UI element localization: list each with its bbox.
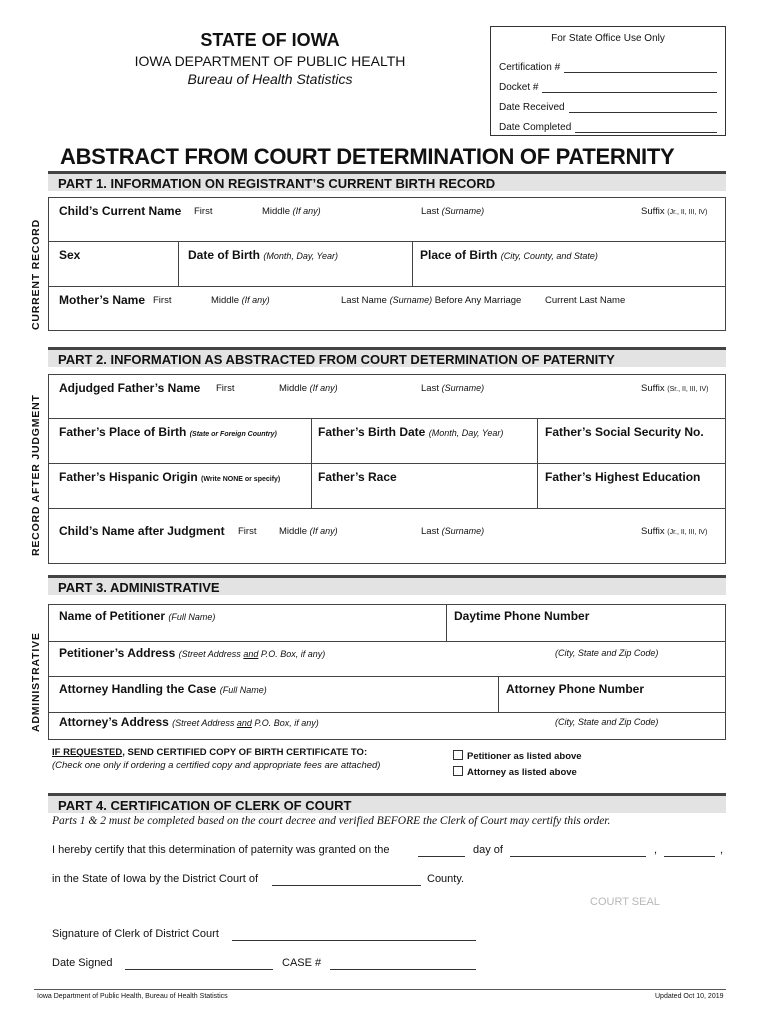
father-pob-format: (State or Foreign Country) bbox=[189, 431, 277, 438]
date-received-field[interactable] bbox=[569, 103, 717, 113]
petitioner-address-row[interactable] bbox=[49, 642, 725, 677]
state-title: STATE OF IOWA bbox=[200, 30, 340, 50]
attorney-label: Attorney Handling the Case bbox=[59, 682, 217, 696]
footer-left: Iowa Department of Public Health, Bureau of Health Statistics bbox=[37, 993, 228, 1000]
petitioner-checkbox[interactable] bbox=[453, 750, 463, 760]
father-if-any: (If any) bbox=[309, 383, 338, 393]
suffix-options: (Jr., II, III, IV) bbox=[667, 209, 708, 216]
sex-label: Sex bbox=[59, 248, 81, 262]
date-received-label: Date Received bbox=[499, 102, 565, 113]
mother-before-marriage: Before Any Marriage bbox=[434, 295, 522, 306]
date-completed-field[interactable] bbox=[575, 123, 717, 133]
mother-middle-label: Middle bbox=[211, 295, 239, 306]
certification-field[interactable] bbox=[564, 63, 717, 73]
court-seal: COURT SEAL bbox=[590, 896, 660, 908]
child-after-surname: (Surname) bbox=[441, 526, 485, 536]
attorney-checkbox[interactable] bbox=[453, 766, 463, 776]
father-pob-field[interactable] bbox=[49, 419, 312, 463]
office-use-box bbox=[490, 26, 726, 136]
attorney-address-format-b: P.O. Box, if any) bbox=[254, 718, 319, 728]
send-copy-label: , SEND CERTIFIED COPY OF BIRTH CERTIFICATE TO: bbox=[122, 747, 368, 758]
father-origin-row bbox=[49, 464, 725, 509]
option-attorney[interactable] bbox=[453, 766, 577, 778]
comma-1: , bbox=[654, 844, 658, 856]
part4-instruction: Parts 1 & 2 must be completed based on the court decree and verified BEFORE the Clerk of Court may certify this order. bbox=[52, 815, 611, 827]
attorney-name-field[interactable] bbox=[49, 677, 499, 712]
pob-format: (City, County, and State) bbox=[500, 251, 598, 261]
father-last-label: Last bbox=[421, 383, 439, 394]
petitioner-address-label: Petitioner’s Address bbox=[59, 646, 176, 660]
bureau-name: Bureau of Health Statistics bbox=[187, 71, 353, 87]
mother-if-any: (If any) bbox=[241, 295, 270, 305]
pob-field[interactable] bbox=[413, 242, 725, 286]
father-dob-label: Father’s Birth Date bbox=[318, 425, 426, 439]
child-after-first: First bbox=[238, 526, 257, 537]
certify-line bbox=[52, 844, 390, 856]
mother-surname: (Surname) bbox=[389, 295, 433, 305]
department-name: IOWA DEPARTMENT OF PUBLIC HEALTH bbox=[134, 53, 406, 69]
attorney-phone-label: Attorney Phone Number bbox=[506, 682, 645, 696]
petitioner-name-label: Name of Petitioner bbox=[59, 609, 166, 623]
father-ssn-label: Father’s Social Security No. bbox=[545, 425, 704, 439]
father-dob-field[interactable] bbox=[312, 419, 538, 463]
suffix-label: Suffix bbox=[641, 206, 665, 217]
part1-box bbox=[48, 197, 726, 331]
address-and: and bbox=[243, 649, 259, 659]
record-after-judgment-label: RECORD AFTER JUDGMENT bbox=[30, 394, 42, 556]
attorney-full-name: (Full Name) bbox=[219, 685, 267, 695]
middle-label: Middle bbox=[262, 206, 290, 217]
dob-format: (Month, Day, Year) bbox=[263, 251, 339, 261]
mother-current-last: Current Last Name bbox=[545, 295, 626, 306]
father-pob-label: Father’s Place of Birth bbox=[59, 425, 187, 439]
date-signed-field[interactable] bbox=[125, 958, 273, 970]
father-name-label: Adjudged Father’s Name bbox=[59, 381, 201, 395]
father-hispanic-format: (Write NONE or specify) bbox=[201, 476, 281, 483]
father-education-label: Father’s Highest Education bbox=[545, 470, 701, 484]
attorney-address-label: Attorney’s Address bbox=[59, 715, 169, 729]
father-ssn-field[interactable] bbox=[538, 419, 725, 463]
mother-last-label: Last Name bbox=[341, 295, 387, 306]
certify-text: I hereby certify that this determination of paternity was granted on the bbox=[52, 844, 390, 856]
if-requested-line bbox=[52, 747, 367, 758]
father-suffix-options: (Sr., II, III, IV) bbox=[667, 386, 709, 393]
part3-box bbox=[48, 604, 726, 740]
child-after-suffix: Suffix bbox=[641, 526, 665, 537]
signature-label: Signature of Clerk of District Court bbox=[52, 928, 219, 940]
father-hispanic-label: Father’s Hispanic Origin bbox=[59, 470, 198, 484]
if-requested-label: IF REQUESTED bbox=[52, 747, 123, 758]
child-after-if-any: (If any) bbox=[309, 526, 338, 536]
father-dob-format: (Month, Day, Year) bbox=[428, 428, 504, 438]
day-field[interactable] bbox=[418, 845, 465, 857]
docket-label: Docket # bbox=[499, 82, 539, 93]
mother-name-row[interactable] bbox=[49, 287, 725, 330]
father-race-field[interactable] bbox=[312, 464, 538, 508]
case-field[interactable] bbox=[330, 958, 476, 970]
county-field[interactable] bbox=[272, 874, 421, 886]
first-label: First bbox=[194, 206, 213, 217]
petitioner-name-field[interactable] bbox=[49, 605, 447, 641]
month-field[interactable] bbox=[510, 845, 646, 857]
in-state-text: in the State of Iowa by the District Court of bbox=[52, 873, 259, 885]
sex-field[interactable] bbox=[49, 242, 179, 286]
father-birth-row bbox=[49, 419, 725, 464]
current-record-label: CURRENT RECORD bbox=[30, 219, 42, 330]
attorney-address-format-a: (Street Address bbox=[172, 718, 235, 728]
father-suffix-label: Suffix bbox=[641, 383, 665, 394]
last-label: Last bbox=[421, 206, 439, 217]
part2-heading: PART 2. INFORMATION AS ABSTRACTED FROM COURT DETERMINATION OF PATERNITY bbox=[48, 347, 726, 367]
father-first-label: First bbox=[216, 383, 235, 394]
attorney-phone-field[interactable] bbox=[499, 677, 725, 712]
docket-field[interactable] bbox=[542, 83, 717, 93]
father-surname: (Surname) bbox=[441, 383, 485, 393]
attorney-address-and: and bbox=[236, 718, 252, 728]
father-middle-label: Middle bbox=[279, 383, 307, 394]
option-petitioner-label: Petitioner as listed above bbox=[467, 751, 582, 762]
part1-heading: PART 1. INFORMATION ON REGISTRANT’S CURRENT BIRTH RECORD bbox=[48, 171, 726, 191]
form-title: ABSTRACT FROM COURT DETERMINATION OF PATERNITY bbox=[60, 144, 675, 169]
option-petitioner[interactable] bbox=[453, 750, 582, 762]
daytime-phone-label: Daytime Phone Number bbox=[454, 609, 590, 623]
case-label: CASE # bbox=[282, 957, 322, 969]
sex-dob-row bbox=[49, 242, 725, 287]
office-use-title: For State Office Use Only bbox=[551, 33, 665, 44]
daytime-phone-field[interactable] bbox=[447, 605, 725, 641]
child-name-row[interactable] bbox=[49, 198, 725, 242]
footer-right: Updated Oct 10, 2019 bbox=[655, 993, 724, 1000]
check-note: (Check one only if ordering a certified copy and appropriate fees are attached) bbox=[52, 760, 381, 771]
attorney-row bbox=[49, 677, 725, 713]
father-race-label: Father’s Race bbox=[318, 470, 397, 484]
attorney-city-format: (City, State and Zip Code) bbox=[555, 717, 659, 727]
petitioner-city-format: (City, State and Zip Code) bbox=[555, 648, 659, 658]
mother-first-label: First bbox=[153, 295, 172, 306]
date-completed-label: Date Completed bbox=[499, 122, 572, 133]
address-format-a: (Street Address bbox=[178, 649, 241, 659]
year-field[interactable] bbox=[664, 845, 715, 857]
comma-2: , bbox=[720, 844, 724, 856]
footer-divider bbox=[34, 989, 726, 990]
child-after-label: Child’s Name after Judgment bbox=[59, 524, 225, 538]
certification-label: Certification # bbox=[499, 62, 561, 73]
address-format-b: P.O. Box, if any) bbox=[260, 649, 326, 659]
day-of-label: day of bbox=[473, 844, 503, 856]
child-after-middle: Middle bbox=[279, 526, 307, 537]
option-attorney-label: Attorney as listed above bbox=[467, 767, 577, 778]
attorney-address-row[interactable] bbox=[49, 713, 725, 739]
child-after-suffix-options: (Jr., II, III, IV) bbox=[667, 529, 708, 536]
dob-field[interactable] bbox=[179, 242, 413, 286]
father-hispanic-field[interactable] bbox=[49, 464, 312, 508]
petitioner-full-name: (Full Name) bbox=[168, 612, 216, 622]
child-after-row[interactable] bbox=[49, 509, 725, 563]
petitioner-row bbox=[49, 605, 725, 642]
dob-label: Date of Birth bbox=[188, 248, 260, 262]
mother-name-label: Mother’s Name bbox=[59, 293, 146, 307]
child-name-label: Child’s Current Name bbox=[59, 204, 182, 218]
county-label: County. bbox=[427, 873, 465, 885]
child-after-last: Last bbox=[421, 526, 439, 537]
part2-box bbox=[48, 374, 726, 564]
part3-heading: PART 3. ADMINISTRATIVE bbox=[48, 575, 726, 595]
signature-field[interactable] bbox=[232, 929, 476, 941]
father-education-field[interactable] bbox=[538, 464, 725, 508]
part4-heading: PART 4. CERTIFICATION OF CLERK OF COURT bbox=[48, 793, 726, 813]
pob-label: Place of Birth bbox=[420, 248, 498, 262]
administrative-label: ADMINISTRATIVE bbox=[30, 632, 42, 732]
father-name-row[interactable] bbox=[49, 375, 725, 419]
date-signed-label: Date Signed bbox=[52, 957, 113, 969]
if-any-label: (If any) bbox=[292, 206, 321, 216]
surname-label: (Surname) bbox=[441, 206, 485, 216]
